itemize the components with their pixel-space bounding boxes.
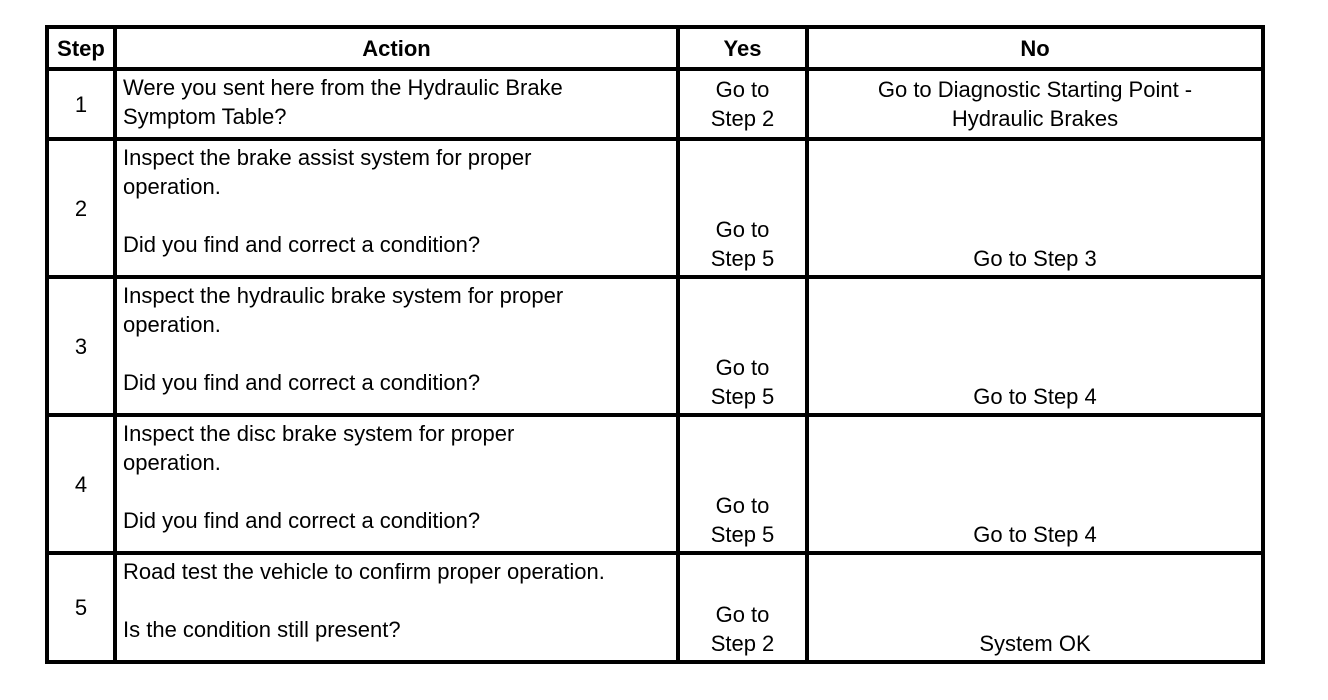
no-text: Hydraulic Brakes: [951, 106, 1119, 131]
yes-text: Step 5: [710, 384, 775, 409]
question-text: Is the condition still present?: [123, 617, 401, 642]
table-row: [49, 141, 1265, 279]
yes-text: Step 2: [710, 631, 775, 656]
header-action: Action: [117, 29, 680, 71]
question-text: Did you find and correct a condition?: [123, 370, 481, 395]
yes-text: Go to: [715, 217, 770, 242]
yes-cell: [680, 555, 809, 664]
no-cell: [809, 417, 1265, 555]
yes-text: Step 2: [710, 106, 775, 131]
question-text: Did you find and correct a condition?: [123, 232, 481, 257]
action-text: operation.: [123, 312, 221, 337]
step-number: 2: [49, 141, 117, 279]
action-cell: [117, 71, 680, 141]
no-cell: [809, 141, 1265, 279]
no-text: Go to Step 4: [973, 384, 1097, 409]
no-text: Go to Step 3: [973, 246, 1097, 271]
header-yes: Yes: [680, 29, 809, 71]
header-no: No: [809, 29, 1265, 71]
yes-cell: [680, 141, 809, 279]
step-number: 4: [49, 417, 117, 555]
action-text: Inspect the hydraulic brake system for proper: [123, 283, 564, 308]
header-step: Step: [49, 29, 117, 71]
table-row: [49, 417, 1265, 555]
header-row: [49, 29, 1265, 71]
spacer: [123, 477, 670, 506]
no-cell: [809, 555, 1265, 664]
yes-text: Go to: [715, 493, 770, 518]
action-cell: [117, 417, 680, 555]
action-cell: [117, 141, 680, 279]
table-row: [49, 71, 1265, 141]
step-number: 1: [49, 71, 117, 141]
spacer: [123, 586, 670, 615]
diagnostic-table: [45, 25, 1265, 664]
action-text: Road test the vehicle to confirm proper operation.: [123, 559, 605, 584]
action-text: operation.: [123, 450, 221, 475]
no-text: System OK: [979, 631, 1091, 656]
yes-text: Go to: [715, 602, 770, 627]
no-text: Go to Diagnostic Starting Point -: [877, 77, 1193, 102]
yes-text: Step 5: [710, 246, 775, 271]
spacer: [123, 201, 670, 230]
action-text: operation.: [123, 174, 221, 199]
action-cell: [117, 279, 680, 417]
step-number: 3: [49, 279, 117, 417]
action-text: Inspect the disc brake system for proper: [123, 421, 515, 446]
table-row: [49, 555, 1265, 664]
yes-cell: [680, 71, 809, 141]
no-cell: [809, 71, 1265, 141]
action-cell: [117, 555, 680, 664]
table-row: [49, 279, 1265, 417]
yes-cell: [680, 279, 809, 417]
spacer: [123, 339, 670, 368]
yes-text: Go to: [715, 355, 770, 380]
action-text: Were you sent here from the Hydraulic Brake: [123, 75, 563, 100]
action-text: Inspect the brake assist system for proper: [123, 145, 532, 170]
yes-text: Go to: [715, 77, 770, 102]
no-text: Go to Step 4: [973, 522, 1097, 547]
yes-cell: [680, 417, 809, 555]
step-number: 5: [49, 555, 117, 664]
no-cell: [809, 279, 1265, 417]
question-text: Did you find and correct a condition?: [123, 508, 481, 533]
yes-text: Step 5: [710, 522, 775, 547]
action-text: Symptom Table?: [123, 104, 287, 129]
